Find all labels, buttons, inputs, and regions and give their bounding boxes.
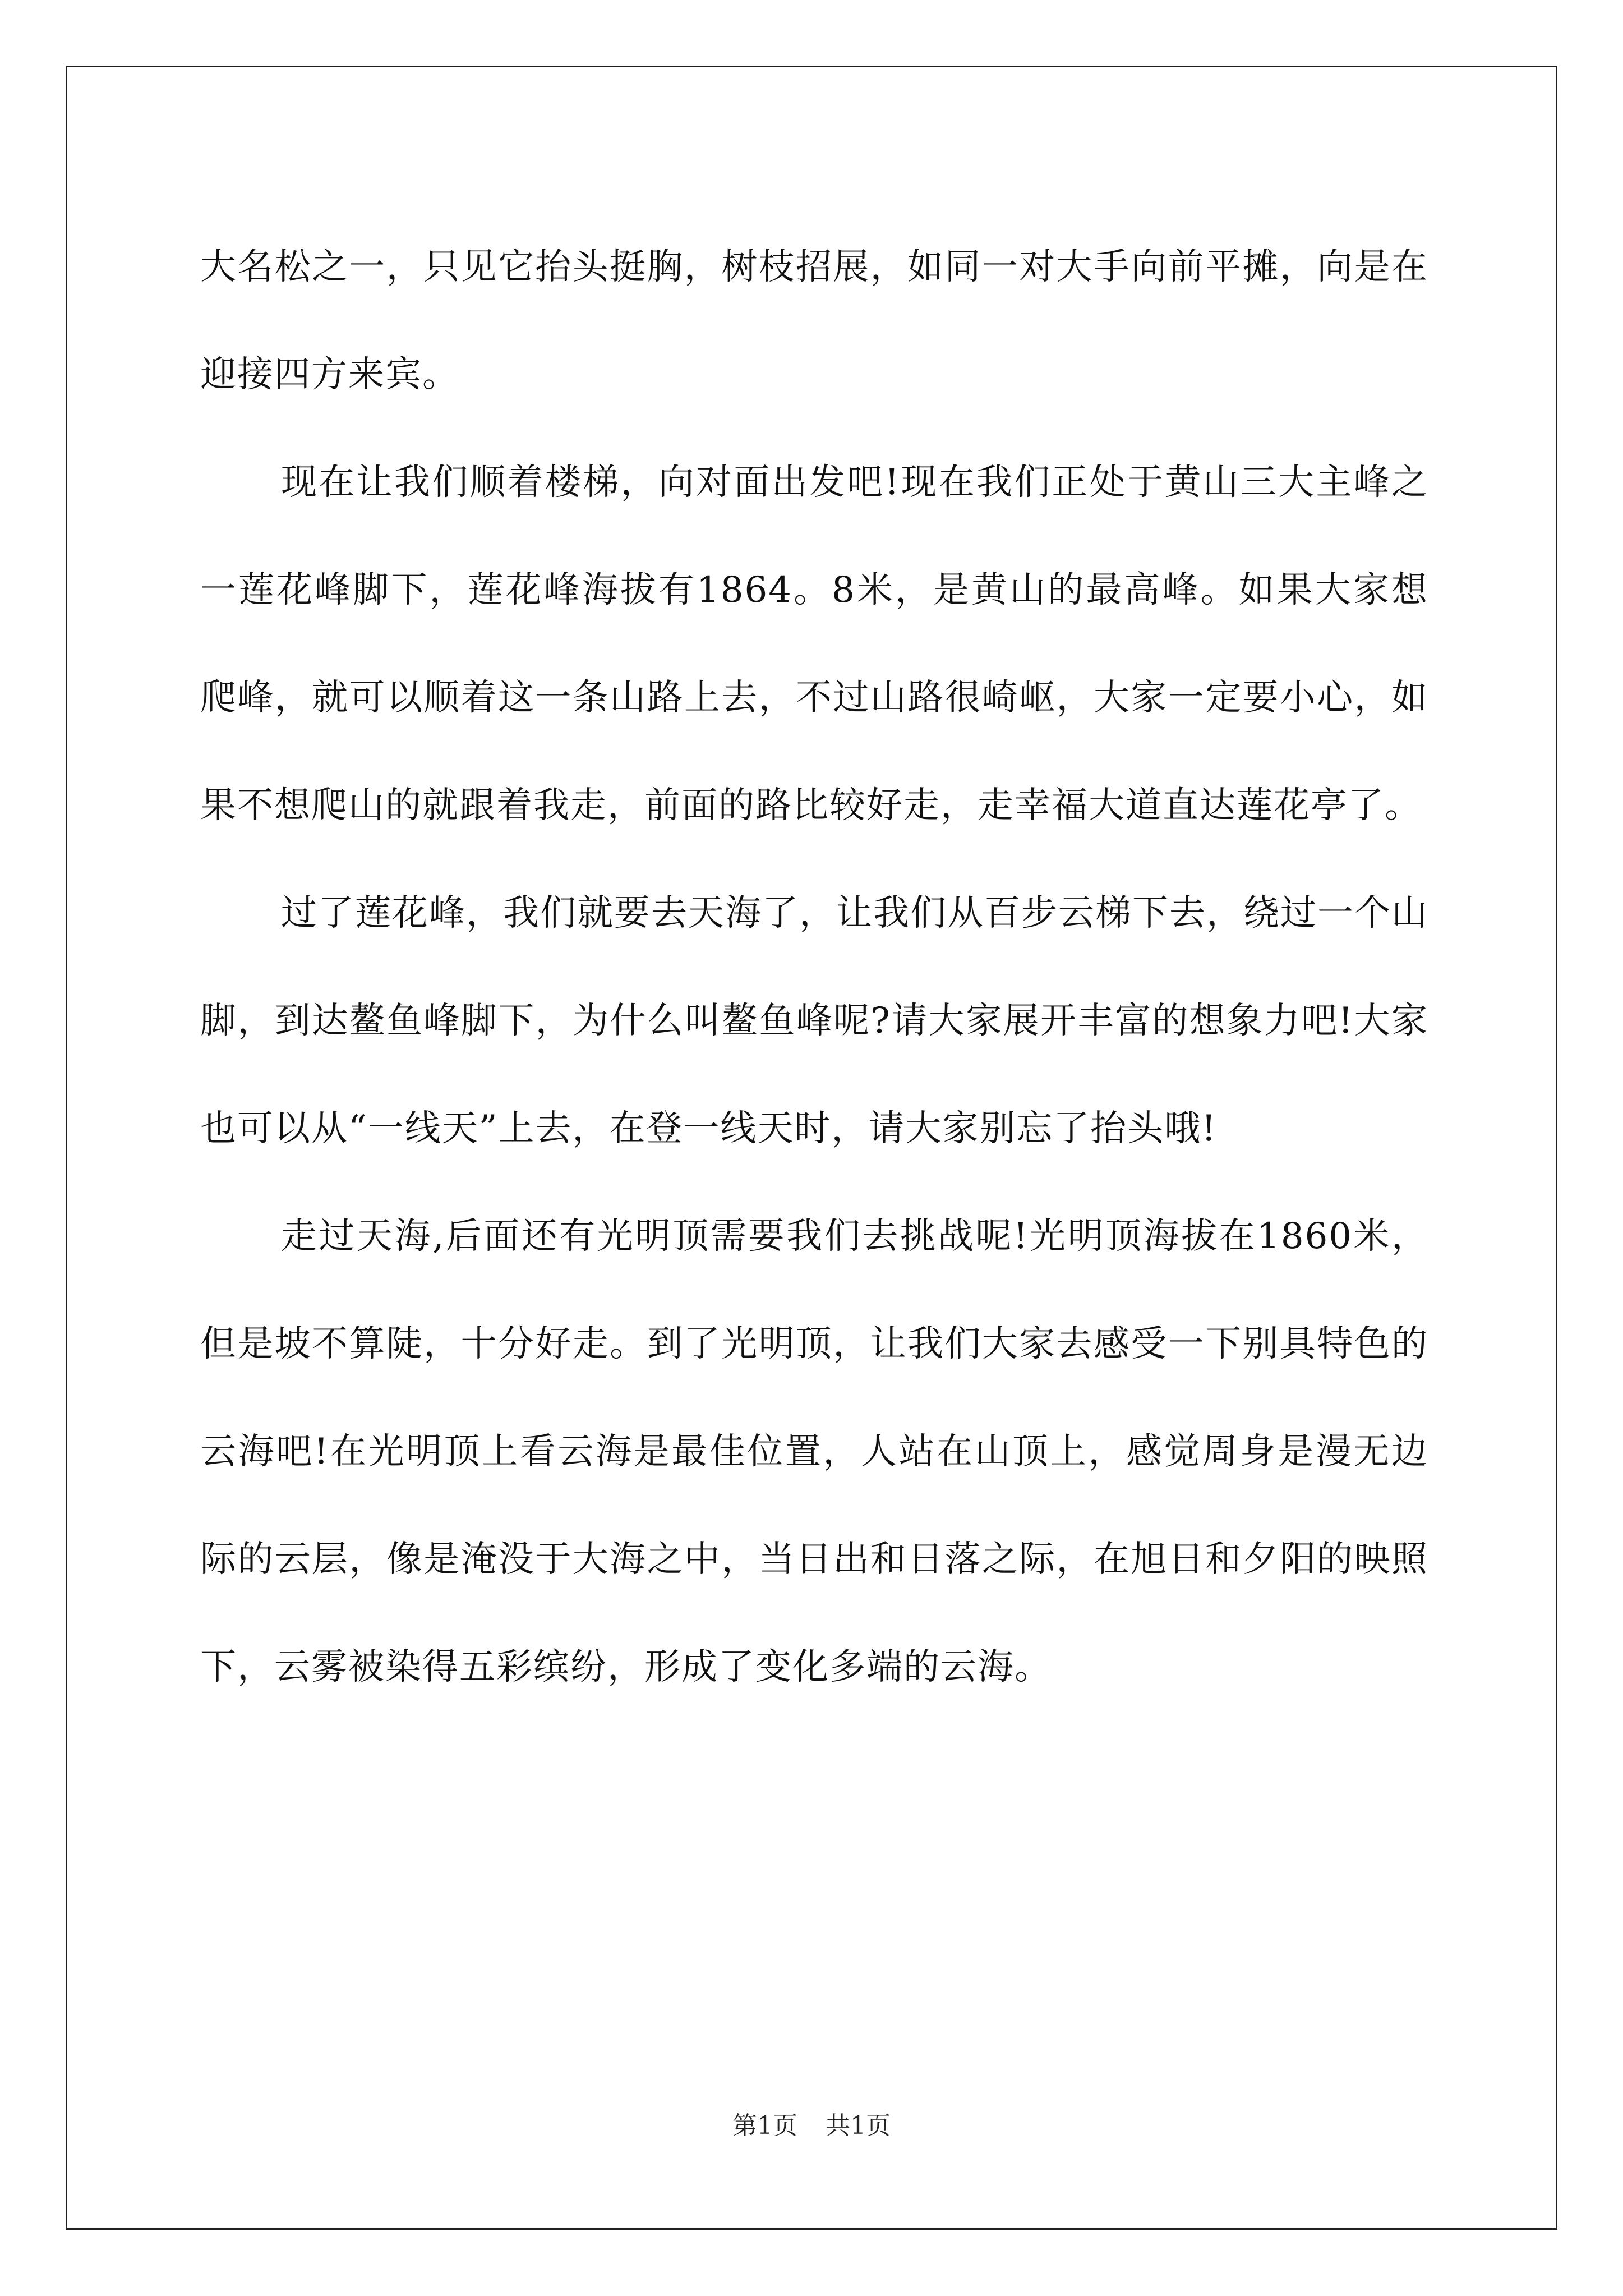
document-body <box>200 213 1428 1721</box>
page-number: 第1页 <box>732 2111 797 2140</box>
page-footer <box>0 2109 1623 2143</box>
paragraph-2: 现在让我们顺着楼梯，向对面出发吧!现在我们正处于黄山三大主峰之一莲花峰脚下，莲花峰海拔有1864。8米，是黄山的最高峰。如果大家想爬峰，就可以顺着这一条山路上去，不过山路很崎岖，大家一定要小心，如果不想爬山的就跟着我走，前面的路比较好走，走幸福大道直达莲花亭了。 <box>200 462 1428 826</box>
paragraph-4: 走过天海,后面还有光明顶需要我们去挑战呢!光明顶海拔在1860米，但是坡不算陡，十分好走。到了光明顶，让我们大家去感受一下别具特色的云海吧!在光明顶上看云海是最佳位置，人站在山顶上，感觉周身是漫无边际的云层，像是淹没于大海之中，当日出和日落之际，在旭日和夕阳的映照下，云雾被染得五彩缤纷，形成了变化多端的云海。 <box>200 1216 1428 1688</box>
page-total: 共1页 <box>826 2111 891 2140</box>
paragraph-1: 大名松之一，只见它抬头挺胸，树枝招展，如同一对大手向前平摊，向是在迎接四方来宾。 <box>200 246 1428 395</box>
paragraph-3: 过了莲花峰，我们就要去天海了，让我们从百步云梯下去，绕过一个山脚，到达鳌鱼峰脚下，为什么叫鳌鱼峰呢?请大家展开丰富的想象力吧!大家也可以从“一线天”上去，在登一线天时，请大家别忘了抬头哦! <box>200 892 1428 1149</box>
